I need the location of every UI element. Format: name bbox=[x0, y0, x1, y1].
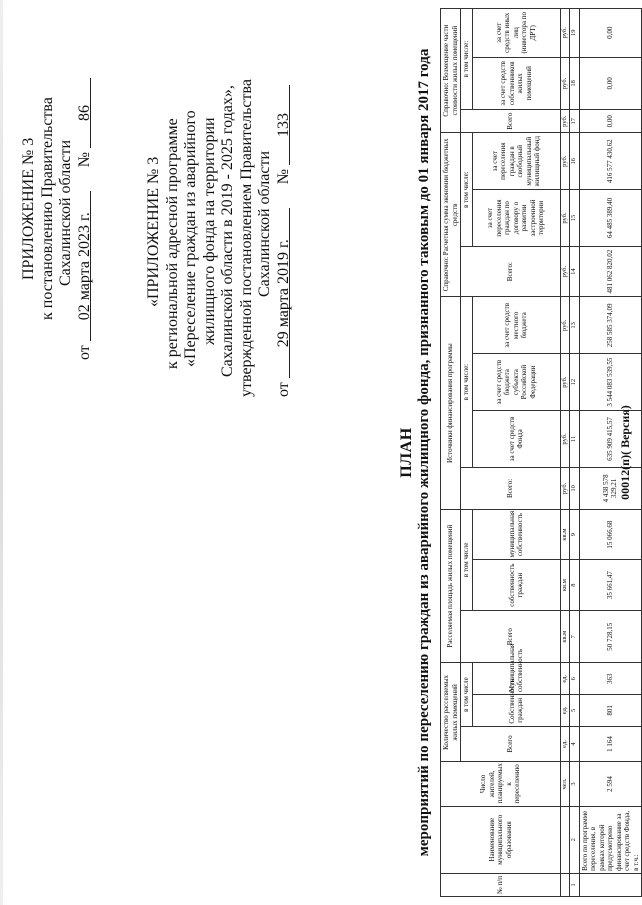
header-fin-including: в том числе: bbox=[461, 297, 473, 467]
row-area-total: 50 728,15 bbox=[579, 610, 642, 663]
header-bottom-line6: утвержденной постановлением Правительства bbox=[237, 79, 255, 397]
header-bottom-line5: Сахалинской области в 2019 - 2025 годах», bbox=[219, 85, 236, 377]
header-top-no-label: № bbox=[75, 151, 93, 168]
row-reimb-total: 0,00 bbox=[579, 110, 642, 133]
column-index-cell: 7 bbox=[570, 610, 580, 663]
header-count-total: Всего bbox=[461, 726, 561, 762]
header-no: № п/п bbox=[441, 873, 561, 896]
header-top-date: 02 марта 2023 г. bbox=[75, 212, 93, 321]
units-cell: руб. bbox=[560, 297, 570, 354]
header-reimbursement-group: Справочно: Возмещение части стоимости жилых помещений bbox=[441, 9, 461, 133]
units-cell: руб. bbox=[560, 190, 570, 247]
header-bottom bbox=[145, 79, 293, 397]
document-footer: 00012(п)( Версия) bbox=[618, 405, 632, 500]
header-reimb-other: за счет средств иных лиц (инвестора по ДРТ) bbox=[472, 9, 560, 58]
header-area-private: собственность граждан bbox=[472, 560, 560, 610]
column-index-cell: 1 bbox=[570, 873, 580, 896]
column-index-cell: 12 bbox=[570, 354, 580, 411]
units-cell: руб. bbox=[560, 9, 570, 58]
header-top-date-field bbox=[76, 191, 91, 341]
column-index-cell: 13 bbox=[570, 297, 580, 354]
table-header-row-1 bbox=[441, 9, 461, 897]
header-reimb-including: в том числе: bbox=[461, 9, 473, 110]
row-calc-total: 481 062 820,02 bbox=[579, 246, 642, 296]
row-fin-subject: 3 544 083 539,55 bbox=[579, 354, 642, 411]
table-column-index-row bbox=[570, 9, 580, 897]
row-fin-fund: 635 909 415,57 bbox=[579, 411, 642, 468]
units-cell: ед. bbox=[560, 663, 570, 695]
header-fin-total: Всего: bbox=[461, 467, 561, 509]
column-index-cell: 9 bbox=[570, 509, 580, 560]
table-units-row bbox=[560, 9, 570, 897]
column-index-cell: 2 bbox=[570, 806, 580, 873]
units-cell: кв.м bbox=[560, 610, 570, 663]
header-area-including: в том числе bbox=[461, 509, 473, 610]
units-cell: руб. bbox=[560, 246, 570, 296]
header-fin-fund: за счет средств Фонда bbox=[472, 411, 560, 468]
header-count-group: Количество расселяемых жилых помещений bbox=[441, 663, 461, 762]
header-count-including: в том числе bbox=[461, 663, 473, 726]
column-index-cell: 18 bbox=[570, 57, 580, 110]
header-bottom-date-line bbox=[275, 79, 294, 397]
units-cell: ед. bbox=[560, 726, 570, 762]
plan-title: ПЛАН bbox=[398, 427, 415, 478]
header-fin-local: за счет средств местного бюджета bbox=[472, 297, 560, 354]
header-area-municipal: муниципальная собственность bbox=[472, 509, 560, 560]
units-cell: руб. bbox=[560, 411, 570, 468]
header-calc-including: в том числе: bbox=[461, 133, 473, 247]
header-top-line2: к постановлению Правительства bbox=[38, 97, 56, 320]
column-index-cell: 4 bbox=[570, 726, 580, 762]
header-count-municipal: Муниципальная собственность bbox=[472, 663, 560, 695]
header-bottom-line2: к региональной адресной программе bbox=[163, 118, 181, 369]
units-cell: руб. bbox=[560, 354, 570, 411]
row-reimb-other: 0,00 bbox=[579, 9, 642, 58]
row-municipality-name: Всего по программе переселения, в рамках которой предусмотрено финансирование за счет средств Фонда, в т.ч.: bbox=[579, 806, 642, 873]
header-bottom-title: «ПРИЛОЖЕНИЕ № 3 bbox=[145, 156, 162, 307]
header-top-date-line bbox=[76, 78, 95, 360]
units-cell bbox=[560, 806, 570, 873]
row-calc-free-fund: 416 577 430,62 bbox=[579, 133, 642, 190]
header-bottom-number-field bbox=[275, 85, 290, 165]
header-calc-free-fund: за счет переселения граждан в свободный муниципальный жилищный фонд bbox=[472, 133, 560, 190]
row-area-private: 35 661,47 bbox=[579, 560, 642, 610]
header-top-title: ПРИЛОЖЕНИЕ № 3 bbox=[20, 137, 37, 280]
header-top bbox=[20, 78, 94, 360]
header-reimb-citizens: за счет средств собственников жилых помещений bbox=[472, 57, 560, 110]
units-cell: руб. bbox=[560, 57, 570, 110]
units-cell bbox=[560, 873, 570, 896]
column-index-cell: 10 bbox=[570, 467, 580, 509]
header-area-group: Расселяемая площадь жилых помещений bbox=[441, 509, 461, 663]
header-reimb-total: Всего bbox=[461, 110, 561, 133]
header-bottom-line7: Сахалинской области bbox=[256, 150, 273, 297]
header-people: Число жителей, планируемых к переселению bbox=[441, 762, 561, 806]
header-financing-group: Источники финансирования программы bbox=[441, 297, 461, 510]
row-people: 2 594 bbox=[579, 762, 642, 806]
column-index-cell: 16 bbox=[570, 133, 580, 190]
column-index-cell: 8 bbox=[570, 560, 580, 610]
header-calc-development: за счет переселения граждан по договору о развитии застроенной территории bbox=[472, 190, 560, 247]
units-cell: кв.м bbox=[560, 509, 570, 560]
header-bottom-date-field bbox=[275, 208, 290, 378]
header-economy-group: Справочно: Расчетная сумма экономии бюджетных средств bbox=[441, 133, 461, 297]
header-bottom-from-label: от bbox=[274, 382, 292, 397]
header-top-number: 86 bbox=[75, 104, 93, 121]
row-count-municipal: 363 bbox=[579, 663, 642, 695]
row-count-private: 801 bbox=[579, 695, 642, 727]
row-calc-development: 64 485 389,40 bbox=[579, 190, 642, 247]
header-bottom-no-label: № bbox=[274, 168, 292, 185]
header-fin-subject: за счет средств бюджета субъекта Российской Федерации bbox=[472, 354, 560, 411]
units-cell: ед. bbox=[560, 695, 570, 727]
units-cell: руб. bbox=[560, 110, 570, 133]
header-top-from-label: от bbox=[75, 345, 93, 360]
header-bottom-line4: жилищного фонда на территории bbox=[200, 117, 218, 345]
units-cell: кв.м bbox=[560, 560, 570, 610]
plan-subtitle: мероприятий по переселению граждан из аварийного жилищного фонда, признанного таковым до 01 января 2017 года bbox=[416, 48, 432, 857]
column-index-cell: 14 bbox=[570, 246, 580, 296]
column-index-cell: 6 bbox=[570, 663, 580, 695]
units-cell: руб. bbox=[560, 133, 570, 190]
header-bottom-line3: «Переселение граждан из аварийного bbox=[182, 110, 199, 367]
column-index-cell: 3 bbox=[570, 762, 580, 806]
column-index-cell: 15 bbox=[570, 190, 580, 247]
column-index-cell: 5 bbox=[570, 695, 580, 727]
row-fin-total: 4 438 578 329,21 bbox=[579, 467, 642, 509]
header-top-number-field bbox=[76, 78, 91, 148]
row-count-total: 1 164 bbox=[579, 726, 642, 762]
header-top-line3: Сахалинской области bbox=[57, 139, 74, 286]
header-count-private: Собственность граждан bbox=[472, 695, 560, 727]
column-index-cell: 19 bbox=[570, 9, 580, 58]
column-index-cell: 11 bbox=[570, 411, 580, 468]
header-area-total: Всего bbox=[461, 610, 561, 663]
row-area-municipal: 15 066,68 bbox=[579, 509, 642, 560]
header-bottom-date: 29 марта 2019 г. bbox=[274, 239, 292, 348]
row-fin-local: 258 585 374,09 bbox=[579, 297, 642, 354]
header-bottom-number: 133 bbox=[274, 112, 292, 137]
plan-table bbox=[440, 8, 642, 897]
units-cell: руб. bbox=[560, 467, 570, 509]
header-municipality: Наименование муниципального образования bbox=[441, 806, 561, 873]
units-cell: чел. bbox=[560, 762, 570, 806]
column-index-cell: 17 bbox=[570, 110, 580, 133]
header-calc-total: Всего: bbox=[461, 246, 561, 296]
row-reimb-citizens: 0,00 bbox=[579, 57, 642, 110]
